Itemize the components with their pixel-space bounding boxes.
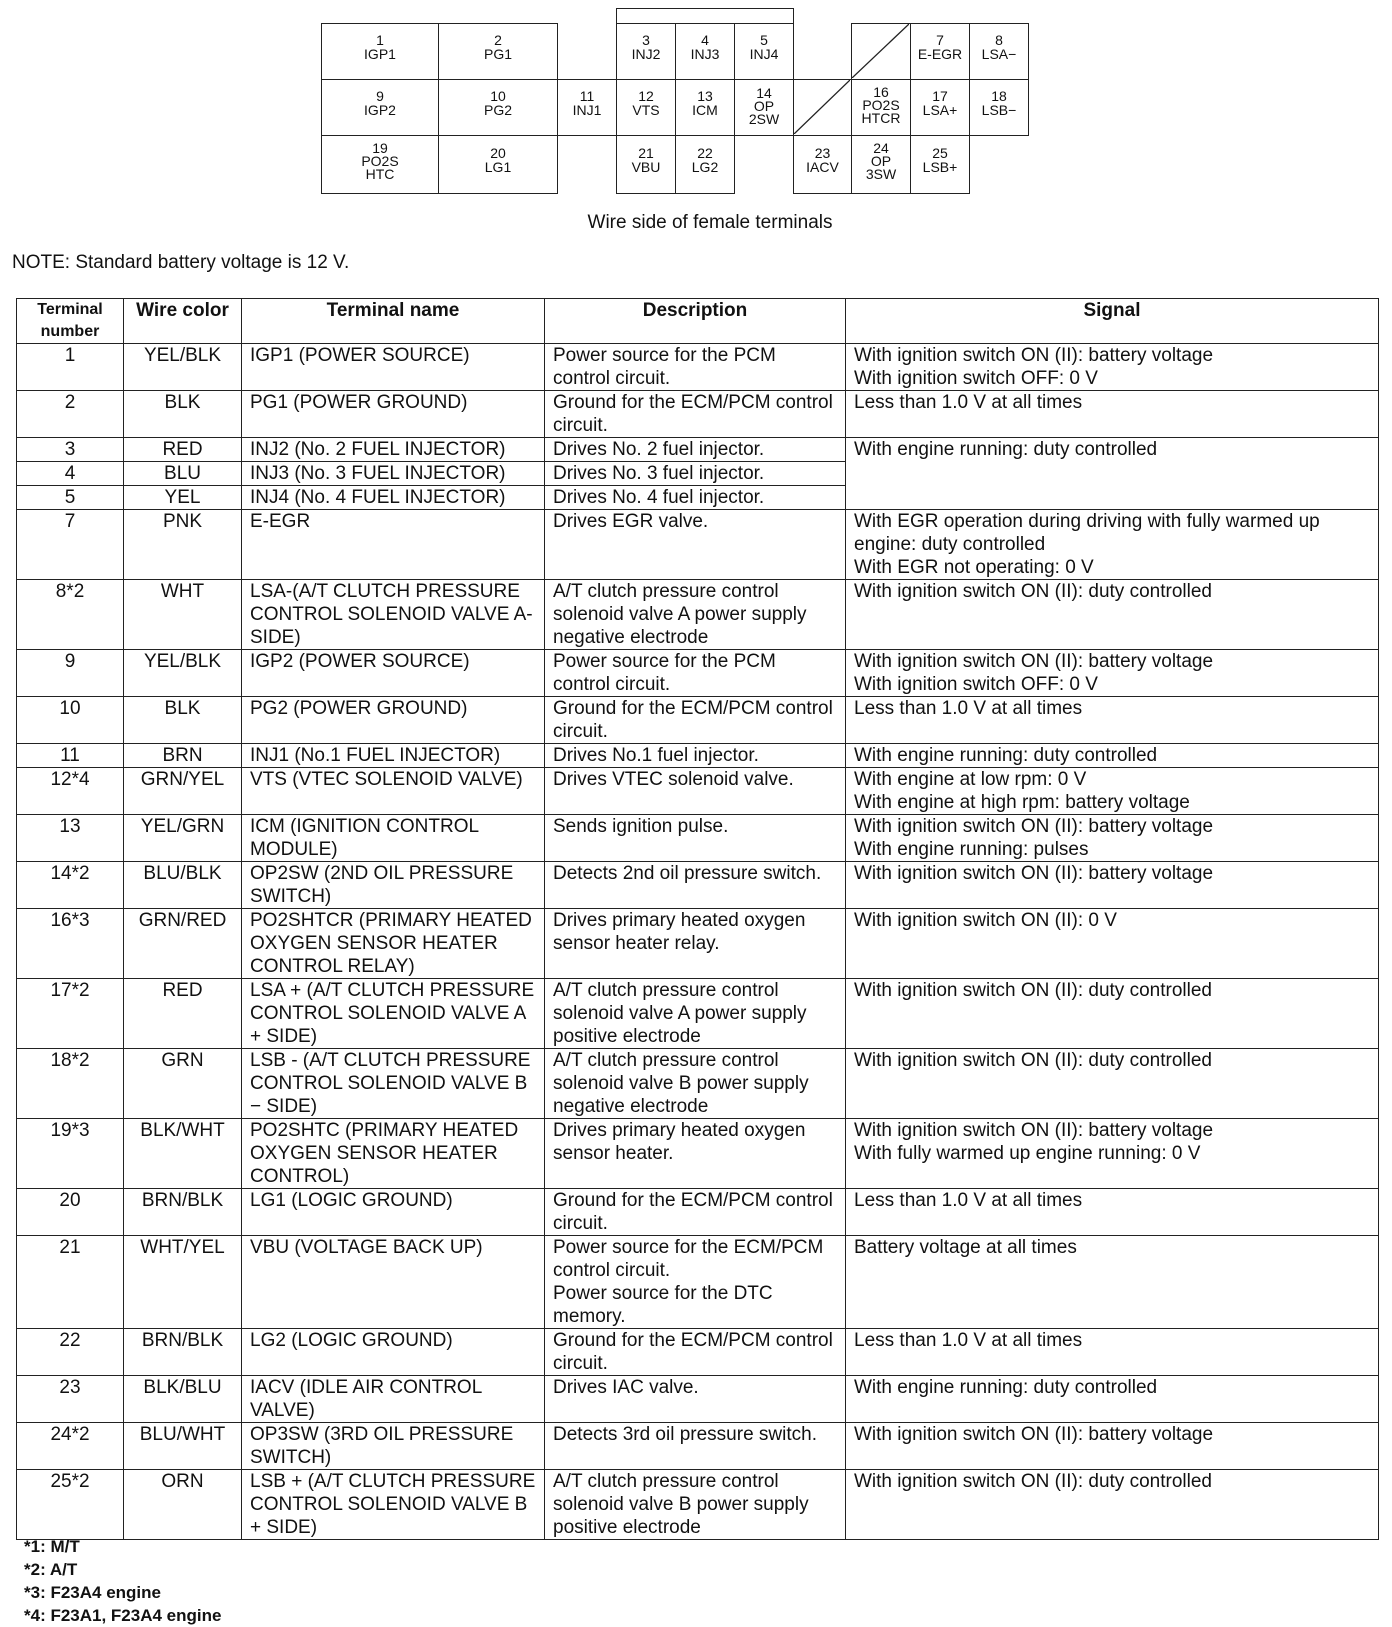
signal: With ignition switch ON (II): battery voltage With ignition switch OFF: 0 V <box>846 650 1379 697</box>
terminal-name: LSA-(A/T CLUTCH PRESSURE CONTROL SOLENOID VALVE A-SIDE) <box>242 580 545 650</box>
table-row <box>17 580 1379 650</box>
column-header-terminal: Terminal number <box>17 299 124 344</box>
terminal-number: 10 <box>17 697 124 744</box>
description: Drives No.1 fuel injector. <box>545 744 846 768</box>
terminal-number: 19*3 <box>17 1119 124 1189</box>
connector-cell: 7 E-EGR <box>910 23 970 80</box>
footnote: *3: F23A4 engine <box>24 1583 161 1602</box>
connector-cell: 12 VTS <box>616 79 676 136</box>
description: Power source for the ECM/PCM control circuit. Power source for the DTC memory. <box>545 1236 846 1329</box>
footnotes <box>24 1535 221 1627</box>
wire-color: BLK/WHT <box>124 1119 242 1189</box>
terminal-number: 2 <box>17 391 124 438</box>
signal: Less than 1.0 V at all times <box>846 1189 1379 1236</box>
wire-color: RED <box>124 979 242 1049</box>
table-row <box>17 744 1379 768</box>
connector-cell: 13 ICM <box>675 79 735 136</box>
description: A/T clutch pressure control solenoid valve A power supply negative electrode <box>545 580 846 650</box>
terminal-name: INJ1 (No.1 FUEL INJECTOR) <box>242 744 545 768</box>
terminal-name: IGP2 (POWER SOURCE) <box>242 650 545 697</box>
terminal-name: PG2 (POWER GROUND) <box>242 697 545 744</box>
signal: With ignition switch ON (II): duty controlled <box>846 979 1379 1049</box>
signal: With ignition switch ON (II): duty controlled <box>846 1470 1379 1540</box>
signal <box>846 486 1379 510</box>
terminal-number: 21 <box>17 1236 124 1329</box>
description: Drives EGR valve. <box>545 510 846 580</box>
terminal-number: 24*2 <box>17 1423 124 1470</box>
terminal-number: 8*2 <box>17 580 124 650</box>
terminal-number: 7 <box>17 510 124 580</box>
connector-cell: 4 INJ3 <box>675 23 735 80</box>
signal: With engine running: duty controlled <box>846 744 1379 768</box>
connector-cell: 23 IACV <box>793 135 852 194</box>
wire-color: RED <box>124 438 242 462</box>
terminal-number: 1 <box>17 344 124 391</box>
description: A/T clutch pressure control solenoid valve B power supply negative electrode <box>545 1049 846 1119</box>
table-row <box>17 1119 1379 1189</box>
wire-color: BLU <box>124 462 242 486</box>
description: Drives primary heated oxygen sensor heater relay. <box>545 909 846 979</box>
connector-cell: 19 PO2S HTC <box>321 135 439 194</box>
connector-empty-cell <box>793 79 852 136</box>
wire-color: BLU/BLK <box>124 862 242 909</box>
description: Power source for the PCM control circuit. <box>545 344 846 391</box>
footnote: *1: M/T <box>24 1537 80 1556</box>
signal: With engine at low rpm: 0 V With engine at high rpm: battery voltage <box>846 768 1379 815</box>
table-row <box>17 862 1379 909</box>
table-row <box>17 909 1379 979</box>
terminal-number: 3 <box>17 438 124 462</box>
wire-color: GRN <box>124 1049 242 1119</box>
description: Detects 3rd oil pressure switch. <box>545 1423 846 1470</box>
column-header-signal: Signal <box>846 299 1379 344</box>
connector-cell: 24 OP 3SW <box>851 135 911 194</box>
table-row <box>17 486 1379 510</box>
crossed-cell-icon <box>852 24 909 78</box>
table-row <box>17 697 1379 744</box>
signal: With ignition switch ON (II): battery voltage <box>846 862 1379 909</box>
terminal-name: LSB - (A/T CLUTCH PRESSURE CONTROL SOLENOID VALVE B − SIDE) <box>242 1049 545 1119</box>
table-row <box>17 1329 1379 1376</box>
table-row <box>17 462 1379 486</box>
signal: With ignition switch ON (II): battery voltage With ignition switch OFF: 0 V <box>846 344 1379 391</box>
table-row <box>17 438 1379 462</box>
description: Power source for the PCM control circuit. <box>545 650 846 697</box>
footnote: *2: A/T <box>24 1560 78 1579</box>
wire-color: WHT/YEL <box>124 1236 242 1329</box>
table-row <box>17 344 1379 391</box>
terminal-number: 11 <box>17 744 124 768</box>
footnote: *4: F23A1, F23A4 engine <box>24 1606 222 1625</box>
wire-color: BRN/BLK <box>124 1329 242 1376</box>
description: Ground for the ECM/PCM control circuit. <box>545 697 846 744</box>
terminal-name: INJ2 (No. 2 FUEL INJECTOR) <box>242 438 545 462</box>
connector-cell: 9 IGP2 <box>321 79 439 136</box>
signal: With EGR operation during driving with fully warmed up engine: duty controlled With EGR not operating: 0 V <box>846 510 1379 580</box>
wire-color: BLU/WHT <box>124 1423 242 1470</box>
wire-color: YEL/BLK <box>124 344 242 391</box>
signal: Less than 1.0 V at all times <box>846 391 1379 438</box>
crossed-cell-icon <box>794 80 850 134</box>
terminal-name: LG2 (LOGIC GROUND) <box>242 1329 545 1376</box>
terminal-name: IGP1 (POWER SOURCE) <box>242 344 545 391</box>
table-row <box>17 1376 1379 1423</box>
wire-color: YEL/GRN <box>124 815 242 862</box>
signal: With ignition switch ON (II): battery voltage With fully warmed up engine running: 0 V <box>846 1119 1379 1189</box>
description: Drives IAC valve. <box>545 1376 846 1423</box>
connector-cell: 5 INJ4 <box>734 23 794 80</box>
table-row <box>17 1189 1379 1236</box>
terminal-name: LG1 (LOGIC GROUND) <box>242 1189 545 1236</box>
terminal-table <box>16 298 1379 1540</box>
wire-color: WHT <box>124 580 242 650</box>
terminal-name: E-EGR <box>242 510 545 580</box>
connector-cell: 20 LG1 <box>438 135 558 194</box>
terminal-number: 12*4 <box>17 768 124 815</box>
terminal-name: PO2SHTC (PRIMARY HEATED OXYGEN SENSOR HEATER CONTROL) <box>242 1119 545 1189</box>
signal: Battery voltage at all times <box>846 1236 1379 1329</box>
signal: With ignition switch ON (II): battery voltage <box>846 1423 1379 1470</box>
terminal-name: PG1 (POWER GROUND) <box>242 391 545 438</box>
terminal-number: 18*2 <box>17 1049 124 1119</box>
terminal-name: PO2SHTCR (PRIMARY HEATED OXYGEN SENSOR HEATER CONTROL RELAY) <box>242 909 545 979</box>
wire-color: BLK <box>124 697 242 744</box>
battery-voltage-note: NOTE: Standard battery voltage is 12 V. <box>12 252 350 273</box>
description: Drives No. 4 fuel injector. <box>545 486 846 510</box>
wire-color: ORN <box>124 1470 242 1540</box>
signal <box>846 462 1379 486</box>
signal: With engine running: duty controlled <box>846 1376 1379 1423</box>
wire-color: BRN <box>124 744 242 768</box>
wire-color: YEL <box>124 486 242 510</box>
table-row <box>17 979 1379 1049</box>
wire-color: BRN/BLK <box>124 1189 242 1236</box>
connector-cell: 11 INJ1 <box>557 79 617 136</box>
terminal-name: LSB + (A/T CLUTCH PRESSURE CONTROL SOLENOID VALVE B + SIDE) <box>242 1470 545 1540</box>
connector-cell: 2 PG1 <box>438 23 558 80</box>
table-row <box>17 1236 1379 1329</box>
description: Drives primary heated oxygen sensor heater. <box>545 1119 846 1189</box>
wire-color: BLK/BLU <box>124 1376 242 1423</box>
wire-color: GRN/YEL <box>124 768 242 815</box>
connector-cell: 16 PO2S HTCR <box>851 79 911 136</box>
terminal-number: 20 <box>17 1189 124 1236</box>
column-header-description: Description <box>545 299 846 344</box>
description: Drives No. 3 fuel injector. <box>545 462 846 486</box>
terminal-name: INJ3 (No. 3 FUEL INJECTOR) <box>242 462 545 486</box>
description: Sends ignition pulse. <box>545 815 846 862</box>
description: Ground for the ECM/PCM control circuit. <box>545 391 846 438</box>
connector-cell: 17 LSA+ <box>910 79 970 136</box>
terminal-number: 13 <box>17 815 124 862</box>
signal: With ignition switch ON (II): duty controlled <box>846 580 1379 650</box>
signal: Less than 1.0 V at all times <box>846 697 1379 744</box>
description: Drives No. 2 fuel injector. <box>545 438 846 462</box>
terminal-name: VBU (VOLTAGE BACK UP) <box>242 1236 545 1329</box>
wire-color: GRN/RED <box>124 909 242 979</box>
terminal-number: 25*2 <box>17 1470 124 1540</box>
connector-cell: 10 PG2 <box>438 79 558 136</box>
connector-cell: 1 IGP1 <box>321 23 439 80</box>
terminal-number: 16*3 <box>17 909 124 979</box>
description: Ground for the ECM/PCM control circuit. <box>545 1329 846 1376</box>
signal: With ignition switch ON (II): duty controlled <box>846 1049 1379 1119</box>
description: Ground for the ECM/PCM control circuit. <box>545 1189 846 1236</box>
connector-cell: 21 VBU <box>616 135 676 194</box>
terminal-number: 5 <box>17 486 124 510</box>
connector-cell: 25 LSB+ <box>910 135 970 194</box>
description: Drives VTEC solenoid valve. <box>545 768 846 815</box>
terminal-name: VTS (VTEC SOLENOID VALVE) <box>242 768 545 815</box>
column-header-terminal-name: Terminal name <box>242 299 545 344</box>
wire-color: YEL/BLK <box>124 650 242 697</box>
terminal-number: 22 <box>17 1329 124 1376</box>
wire-color: PNK <box>124 510 242 580</box>
table-row <box>17 1423 1379 1470</box>
table-row <box>17 1470 1379 1540</box>
terminal-name: OP3SW (3RD OIL PRESSURE SWITCH) <box>242 1423 545 1470</box>
terminal-number: 14*2 <box>17 862 124 909</box>
terminal-name: IACV (IDLE AIR CONTROL VALVE) <box>242 1376 545 1423</box>
column-header-wire-color: Wire color <box>124 299 242 344</box>
connector-cell: 3 INJ2 <box>616 23 676 80</box>
connector-caption: Wire side of female terminals <box>587 212 833 233</box>
terminal-number: 9 <box>17 650 124 697</box>
wire-color: BLK <box>124 391 242 438</box>
description: Detects 2nd oil pressure switch. <box>545 862 846 909</box>
signal: With ignition switch ON (II): 0 V <box>846 909 1379 979</box>
connector-cell: 18 LSB− <box>969 79 1029 136</box>
terminal-number: 23 <box>17 1376 124 1423</box>
signal: With engine running: duty controlled <box>846 438 1379 462</box>
terminal-name: ICM (IGNITION CONTROL MODULE) <box>242 815 545 862</box>
signal: With ignition switch ON (II): battery voltage With engine running: pulses <box>846 815 1379 862</box>
table-row <box>17 815 1379 862</box>
connector-empty-cell <box>851 23 911 80</box>
table-row <box>17 1049 1379 1119</box>
terminal-name: LSA + (A/T CLUTCH PRESSURE CONTROL SOLENOID VALVE A + SIDE) <box>242 979 545 1049</box>
terminal-name: OP2SW (2ND OIL PRESSURE SWITCH) <box>242 862 545 909</box>
signal: Less than 1.0 V at all times <box>846 1329 1379 1376</box>
connector-cell: 14 OP 2SW <box>734 79 794 136</box>
description: A/T clutch pressure control solenoid valve A power supply positive electrode <box>545 979 846 1049</box>
terminal-number: 17*2 <box>17 979 124 1049</box>
table-row <box>17 391 1379 438</box>
table-row <box>17 510 1379 580</box>
terminal-name: INJ4 (No. 4 FUEL INJECTOR) <box>242 486 545 510</box>
terminal-number: 4 <box>17 462 124 486</box>
table-row <box>17 768 1379 815</box>
connector-cell: 8 LSA− <box>969 23 1029 80</box>
table-header-row <box>17 299 1379 344</box>
table-row <box>17 650 1379 697</box>
description: A/T clutch pressure control solenoid valve B power supply positive electrode <box>545 1470 846 1540</box>
connector-cell: 22 LG2 <box>675 135 735 194</box>
